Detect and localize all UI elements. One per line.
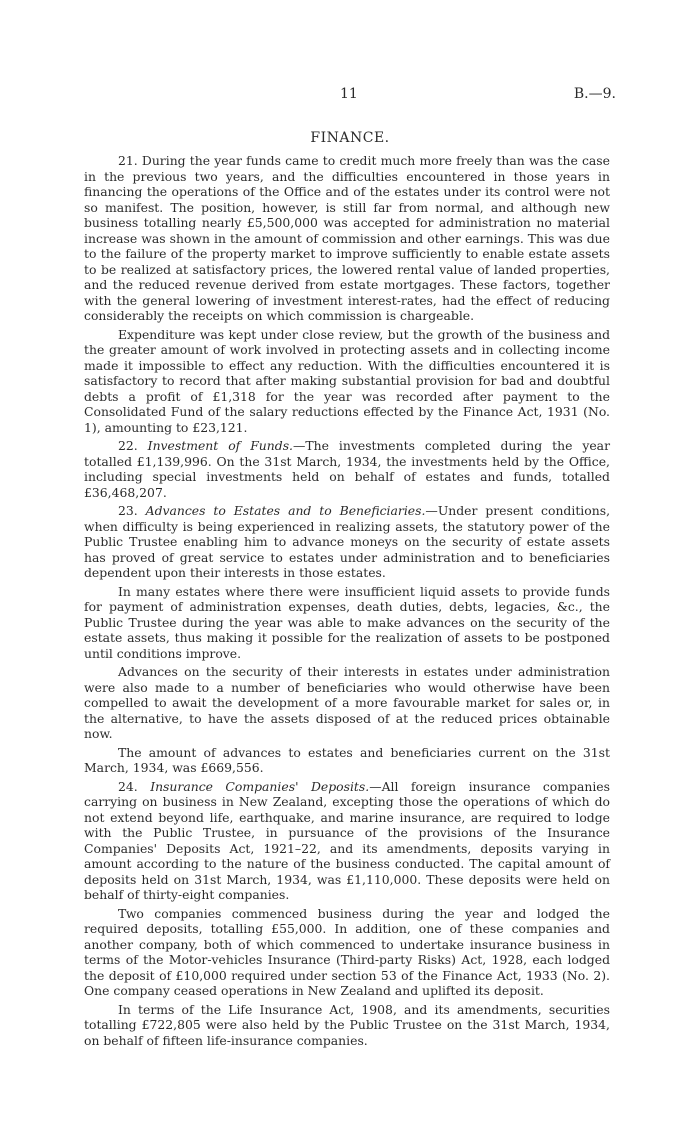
paragraph — [84, 1002, 610, 1049]
paragraph-text: The amount of advances to estates and beneficiaries current on the 31st March, 1934, was £669,556. — [84, 744, 610, 775]
paragraph-heading: Insurance Companies' Deposits. — [150, 778, 370, 794]
paragraph-text: Advances on the security of their interests in estates under administration were also made to a number of beneficiaries who would otherwise have been compelled to await the development of a more favourable market for sales or, in the alternative, to have the assets disposed of at the reduced prices obtainable now. — [84, 664, 610, 741]
paragraph — [84, 906, 610, 999]
paragraph-number: 24. — [118, 778, 138, 794]
paragraph — [84, 438, 610, 500]
paragraph-number: 23. — [118, 503, 138, 518]
page-header — [0, 86, 700, 106]
paragraph-heading: Advances to Estates and to Beneficiaries. — [145, 503, 426, 518]
paragraph — [84, 153, 610, 324]
section-title: FINANCE. — [310, 130, 390, 146]
paragraph — [84, 779, 610, 903]
paragraph — [84, 745, 610, 776]
paragraph-text: In terms of the Life Insurance Act, 1908, and its amendments, securities totalling £722,805 were also held by the Public Trustee on the 31st March, 1934, on behalf of fifteen life-insurance companies. — [84, 1001, 610, 1048]
paragraph-text: —The investments completed during the year totalled £1,139,996. On the 31st March, 1934, the investments held by the Office, including special investments held on behalf of estates and funds, totalled £36,468,207. — [84, 438, 610, 500]
body-text — [84, 153, 610, 1051]
paragraph — [84, 664, 610, 742]
paragraph — [84, 327, 610, 436]
paragraph-text: Two companies commenced business during the year and lodged the required deposits, totalling £55,000. In addition, one of these companies and another company, both of which commenced to undertake insurance business in terms of the Motor-vehicles Insurance (Third-party Risks) Act, 1928, each lodged the deposit of £10,000 required under section 53 of the Finance Act, 1933 (No. 2). One company ceased operations in New Zealand and uplifted its deposit. — [84, 905, 610, 998]
paragraph-text: In many estates where there were insufficient liquid assets to provide funds for payment of administration expenses, death duties, debts, legacies, &c., the Public Trustee during the year was able to make advances on the security of the estate assets, thus making it possible for the realization of assets to be postponed until conditions improve. — [84, 583, 610, 661]
paragraph-text: —All foreign insurance companies carrying on business in New Zealand, excepting those the operations of which do not extend beyond life, earthquake, and marine insurance, are required to lodge with the Public Trustee, in pursuance of the provisions of the Insurance Companies' Deposits Act, 1921–22, and its amendments, deposits varying in amount according to the nature of the business conducted. The capital amount of deposits held on 31st March, 1934, was £1,110,000. These deposits were held on behalf of thirty-eight companies. — [84, 778, 610, 902]
document-reference: B.—9. — [573, 86, 616, 102]
paragraph-text: 21. During the year funds came to credit much more freely than was the case in the previous two years, and the difficulties encountered in those years in financing the operations of the Office and of the estates under its control were not so manifest. The position, however, is still far from normal, and although new business totalling nearly £5,500,000 was accepted for administration no material increase was shown in the amount of commission and other earnings. This was due to the failure of the property market to improve sufficiently to enable estate assets to be realized at satisfactory prices, the lowered rental value of landed properties, and the reduced revenue derived from estate mortgages. These factors, together with the general lowering of investment interest-rates, had the effect of reducing considerably the receipts on which commission is chargeable. — [84, 153, 610, 323]
page-number: 11 — [340, 86, 358, 102]
paragraph-number: 22. — [118, 438, 138, 453]
paragraph — [84, 584, 610, 662]
paragraph-text: Expenditure was kept under close review, but the growth of the business and the greater amount of work involved in protecting assets and in collecting income made it impossible to effect any reduction. With the difficulties encountered it is satisfactory to record that after making substantial provision for bad and doubtful debts a profit of £1,318 for the year was recorded after payment to the Consolidated Fund of the salary reductions effected by the Finance Act, 1931 (No. 1), amounting to £23,121. — [84, 326, 610, 435]
paragraph — [84, 503, 610, 581]
paragraph-text: —Under present conditions, when difficulty is being experienced in realizing assets, the statutory power of the Public Trustee enabling him to advance moneys on the security of estate assets has proved of great service to estates under administration and to beneficiaries dependent upon their interests in those estates. — [84, 503, 611, 580]
paragraph-heading: Investment of Funds. — [147, 438, 293, 453]
